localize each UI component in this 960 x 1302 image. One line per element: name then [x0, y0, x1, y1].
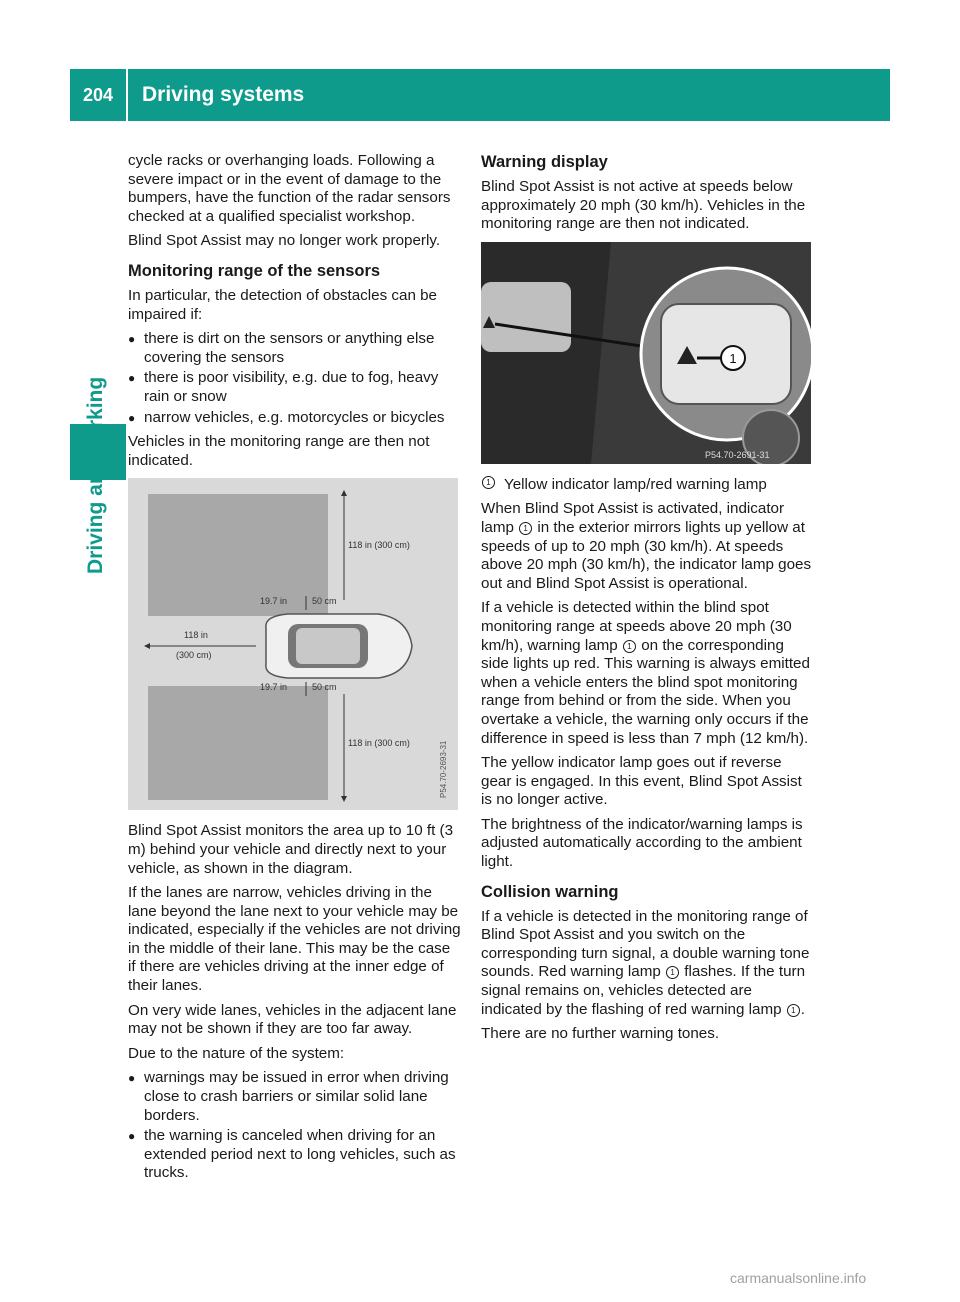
header-divider	[126, 69, 128, 121]
list-item-text: there is dirt on the sensors or anything else covering the sensors	[144, 330, 435, 366]
text-run: If a vehicle is detected in the monitoring range of Blind Spot Assist and you switch on the corresponding turn signal, a double warning tone sounds. Red warning lamp	[481, 907, 810, 981]
paragraph: On very wide lanes, vehicles in the adjacent lane may not be shown if they are too far away.	[128, 1001, 457, 1038]
paragraph	[481, 599, 815, 748]
watermark: carmanualsonline.info	[730, 1270, 867, 1286]
header-bar	[70, 69, 890, 121]
text-run: .	[800, 1000, 806, 1018]
text-run: flashes. If the turn signal remains on, vehicles detected are indicated by the flashing of red warning lamp	[481, 963, 806, 1018]
mirror-indicator-photo	[481, 242, 811, 464]
bullet-icon: ●	[128, 1071, 136, 1086]
zone-upper	[148, 494, 328, 616]
paragraph: Blind Spot Assist is not active at speeds below approximately 20 mph (30 km/h). Vehicles in the monitoring range are then not indicated.	[481, 178, 806, 233]
paragraph	[481, 500, 815, 593]
label-300cm-left: (300 cm)	[176, 650, 212, 661]
label-19-bottom: 19.7 in	[260, 682, 288, 693]
text-run: on the corresponding side lights up red. This warning is always emitted when a vehicle enters the blind spot monitoring range from behind or from the side. When you overtake a vehicle, the warning only occurs if the difference in speed is less than 7 mph (12 km/h).	[481, 636, 810, 747]
side-mirror	[481, 282, 571, 352]
list-item-text: narrow vehicles, e.g. motorcycles or bicycles	[144, 408, 445, 426]
list-item	[128, 409, 462, 428]
label-118-top: 118 in (300 cm)	[348, 540, 410, 551]
bullet-icon: ●	[128, 332, 136, 347]
figure-caption	[481, 476, 815, 495]
left-column	[128, 152, 462, 1189]
list-item	[128, 1069, 462, 1125]
callout-1-icon: 1	[519, 522, 532, 535]
list-item-text: the warning is canceled when driving for an extended period next to long vehicles, such as trucks.	[144, 1127, 456, 1182]
paragraph: Blind Spot Assist monitors the area up to 10 ft (3 m) behind your vehicle and directly next to your vehicle, as shown in the diagram.	[128, 822, 454, 877]
paragraph: There are no further warning tones.	[481, 1025, 720, 1043]
paragraph	[481, 908, 815, 1020]
bullet-list-impairments	[128, 330, 462, 427]
page-number: 204	[82, 84, 114, 105]
paragraph: If the lanes are narrow, vehicles driving in the lane beyond the lane next to your vehicle may be indicated, especially if the vehicles are not driving in the middle of their lane. This may be the case if there are vehicles driving at the inner edge of their lanes.	[128, 884, 461, 995]
zone-lower	[148, 686, 328, 800]
caption-text: Yellow indicator lamp/red warning lamp	[504, 475, 767, 493]
label-50-bottom: 50 cm	[312, 682, 337, 693]
label-118-bottom: 118 in (300 cm)	[348, 738, 410, 749]
paragraph: cycle racks or overhanging loads. Following a severe impact or in the event of damage to the bumpers, have the function of the radar sensors checked at a qualified specialist workshop.	[128, 152, 451, 225]
paragraph: Vehicles in the monitoring range are then not indicated.	[128, 433, 430, 469]
bullet-icon: ●	[128, 410, 136, 425]
paragraph: The brightness of the indicator/warning lamps is adjusted automatically according to the ambient light.	[481, 815, 803, 871]
heading-collision-warning: Collision warning	[481, 882, 619, 901]
text-run: When Blind Spot Assist is activated, indicator lamp	[481, 500, 785, 536]
car-top-view	[266, 614, 412, 678]
paragraph: The yellow indicator lamp goes out if reverse gear is engaged. In this event, Blind Spot Assist is no longer active.	[481, 754, 802, 809]
list-item	[128, 369, 462, 406]
callout-number: 1	[729, 350, 737, 366]
section-title: Driving systems	[142, 83, 305, 106]
list-item	[128, 1127, 462, 1183]
diagram-code: P54.70-2693-31	[439, 740, 448, 799]
text-run: If a vehicle is detected within the blind spot monitoring range at speeds above 20 mph (30 km/h), warning lamp	[481, 599, 792, 654]
side-tab-marker	[70, 424, 126, 480]
callout-1-icon: 1	[787, 1004, 800, 1017]
label-50-top: 50 cm	[312, 596, 337, 607]
bullet-icon: ●	[128, 1129, 136, 1144]
list-item-text: there is poor visibility, e.g. due to fog, heavy rain or snow	[144, 369, 439, 405]
label-118-left: 118 in	[184, 630, 208, 641]
heading-monitoring-range: Monitoring range of the sensors	[128, 261, 381, 280]
pillar-shade	[481, 242, 611, 464]
photo-code: P54.70-2691-31	[705, 449, 770, 460]
callout-1-icon: 1	[666, 966, 679, 979]
bullet-icon: ●	[128, 371, 136, 386]
heading-warning-display: Warning display	[481, 153, 608, 171]
list-item	[128, 330, 462, 367]
paragraph: Due to the nature of the system:	[128, 1044, 345, 1062]
monitoring-range-diagram	[128, 478, 458, 810]
label-19-top: 19.7 in	[260, 596, 288, 607]
text-run: in the exterior mirrors lights up yellow at speeds of up to 20 mph (30 km/h). At speeds above 20 mph (30 km/h), the indicator lamp goes out and Blind Spot Assist is operational.	[481, 518, 812, 592]
paragraph: Blind Spot Assist may no longer work properly.	[128, 232, 441, 250]
callout-1-icon: 1	[482, 476, 495, 489]
list-item-text: warnings may be issued in error when driving close to crash barriers or similar solid lane borders.	[144, 1069, 449, 1124]
bullet-list-nature	[128, 1069, 462, 1183]
right-column	[481, 152, 815, 1050]
callout-1-icon: 1	[623, 640, 636, 653]
paragraph: In particular, the detection of obstacles can be impaired if:	[128, 286, 438, 323]
